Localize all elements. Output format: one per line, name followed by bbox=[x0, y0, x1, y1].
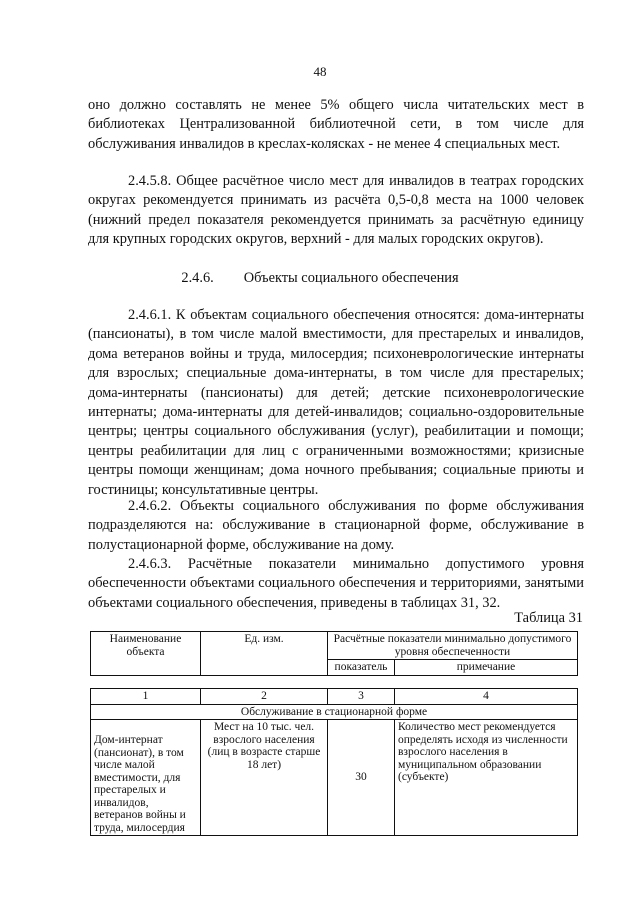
table-caption: Таблица 31 bbox=[514, 610, 583, 626]
cell-name: Дом-интернат (пансионат), в том числе малой вместимости, для престарелых и инвалидов, ветеранов войны и труда, милосердия bbox=[91, 720, 201, 836]
table-row bbox=[91, 720, 578, 836]
section-row: Обслуживание в стационарной форме bbox=[91, 704, 578, 720]
header-name: Наименование объекта bbox=[91, 632, 201, 676]
column-numbers-row bbox=[91, 689, 578, 705]
table-header bbox=[90, 631, 578, 676]
header-note: примечание bbox=[395, 660, 578, 676]
paragraph-2-4-6-3: 2.4.6.3. Расчётные показатели минимально допустимого уровня обеспеченности объектами социального обеспечения и территориями, занятыми объектами социального обеспечения, приведены в таблицах 31, 32. bbox=[88, 556, 584, 611]
cell-unit: Мест на 10 тыс. чел. взрослого населения (лиц в возрасте старше 18 лет) bbox=[201, 720, 328, 836]
header-unit: Ед. изм. bbox=[201, 632, 328, 676]
paragraph-2-4-6-1: 2.4.6.1. К объектам социального обеспечения относятся: дома-интернаты (пансионаты), в том числе малой вместимости, для престарелых и инвалидов, дома ветеранов войны и труда, милосердия; психоневрологические интернаты для взрослых; специальные дома-интернаты, в том числе для престарелых; дома-интернаты (пансионаты) для детей; детские психоневрологические интернаты; дома-интернаты для детей-инвалидов; социально-оздоровительные центры; центры социального обслуживания (услуг), реабилитации и помощи; центры реабилитации для лиц с ограниченными возможностями; кризисные центры помощи женщинам; дома ночного пребывания; социальные приюты и гостиницы; консультативные центры. bbox=[88, 307, 584, 498]
page-number: 48 bbox=[313, 64, 327, 79]
col-number: 3 bbox=[328, 689, 395, 705]
section-title: Объекты социального обеспечения bbox=[243, 270, 459, 286]
paragraph-2-4-6-2: 2.4.6.2. Объекты социального обслуживания по форме обслуживания подразделяются на: обслуживание в стационарной форме, обслуживание в полустационарной форме, обслуживание на дому. bbox=[88, 498, 584, 553]
table-body bbox=[90, 688, 578, 836]
paragraph-2-4-5-8: 2.4.5.8. Общее расчётное число мест для инвалидов в театрах городских округах рекомендуется принимать из расчёта 0,5-0,8 места на 1000 человек (нижний предел показателя рекомендуется принимать за расчётную единицу для крупных городских округов, верхний - для малых городских округов). bbox=[88, 173, 584, 248]
col-number: 4 bbox=[395, 689, 578, 705]
header-group: Расчётные показатели минимально допустимого уровня обеспеченности bbox=[328, 632, 578, 660]
section-heading bbox=[0, 270, 640, 287]
cell-note: Количество мест рекомендуется определять исходя из численности взрослого населения в муниципальном образовании (субъекте) bbox=[395, 720, 578, 836]
section-number: 2.4.6. bbox=[181, 270, 214, 286]
col-number: 2 bbox=[201, 689, 328, 705]
cell-value: 30 bbox=[328, 720, 395, 836]
header-indicator: показатель bbox=[328, 660, 395, 676]
paragraph-library-seats: оно должно составлять не менее 5% общего числа читательских мест в библиотеках Централизованной библиотечной сети, в том числе для обслуживания инвалидов в креслах-колясках - не менее 4 специальных мест. bbox=[88, 97, 584, 152]
col-number: 1 bbox=[91, 689, 201, 705]
